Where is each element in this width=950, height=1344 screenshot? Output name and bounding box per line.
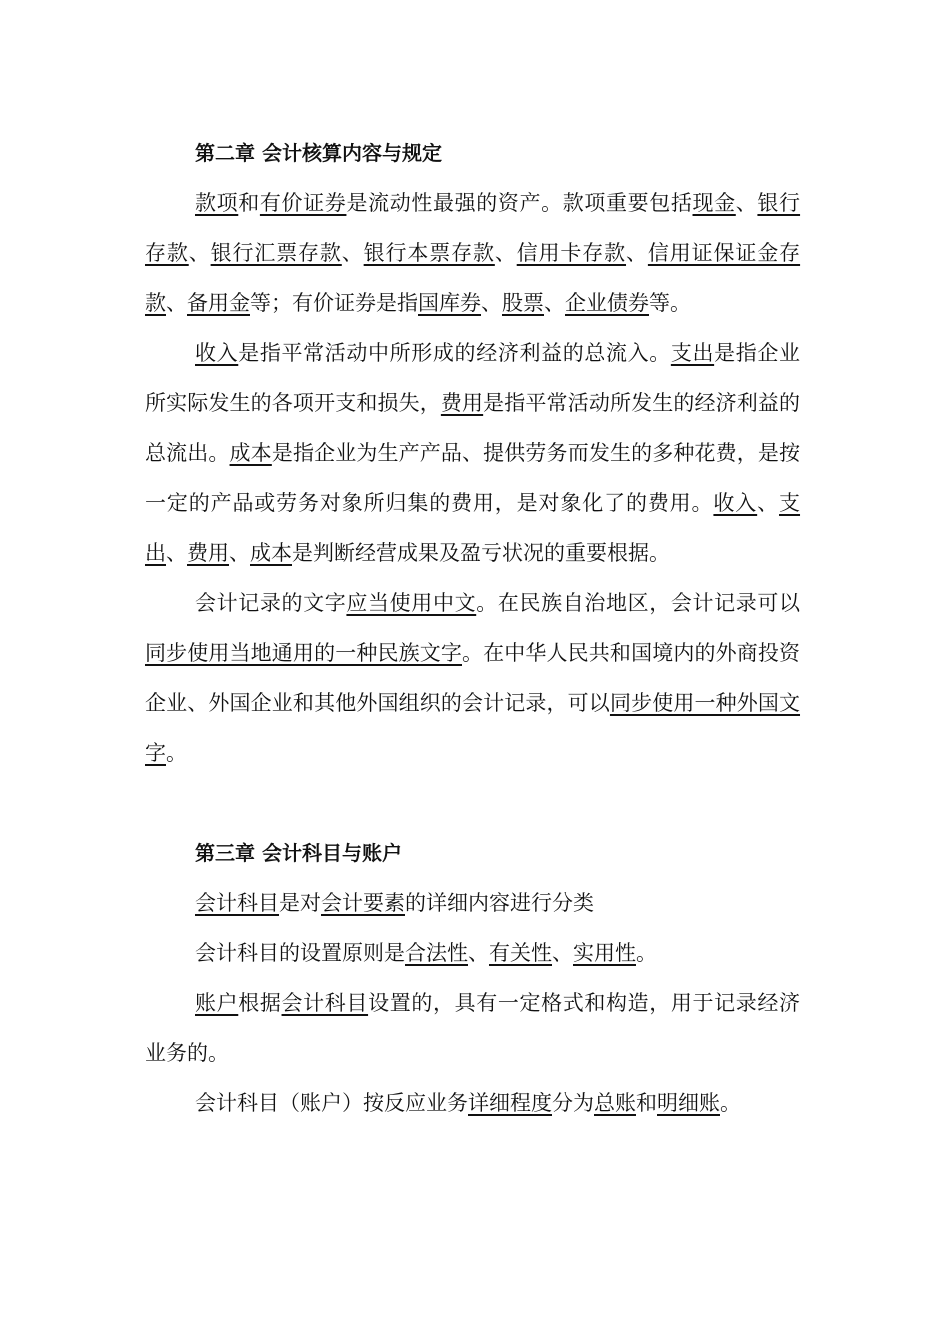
term: 备用金 xyxy=(187,291,250,315)
term: 会计科目 xyxy=(281,991,369,1015)
text: 是指平常活动所发生的经济利益的总流出。 xyxy=(145,391,801,465)
term: 实用性 xyxy=(573,941,636,965)
text: 是判断经营成果及盈亏状况的重要根据。 xyxy=(292,541,670,565)
term: 现金 xyxy=(692,191,736,215)
text: 、 xyxy=(552,941,573,965)
term: 费用 xyxy=(440,391,484,415)
text: 是对 xyxy=(279,891,321,915)
text: 会计科目（账户）按反应业务 xyxy=(195,1091,468,1115)
text: 是流动性最强的资产。款项重要包括 xyxy=(346,191,693,215)
term: 账户 xyxy=(195,991,239,1015)
term: 会计科目 xyxy=(195,891,279,915)
term: 支出 xyxy=(145,491,801,565)
text: 、 xyxy=(166,541,187,565)
text: 设置的，具有一定格式和构造，用于记录经济业务的。 xyxy=(145,991,801,1065)
text: 是指平常活动中所形成的经济利益的总流入。 xyxy=(238,341,671,365)
text: 、 xyxy=(544,291,565,315)
chapter-3-heading: 第三章 会计科目与账户 xyxy=(195,841,402,865)
term: 收入 xyxy=(713,491,758,515)
chapter-2-heading: 第二章 会计核算内容与规定 xyxy=(195,141,442,165)
text: 、 xyxy=(626,241,648,265)
text: 、 xyxy=(481,291,502,315)
text: 。 xyxy=(720,1091,741,1115)
text: 、 xyxy=(757,491,780,515)
ch3-paragraph-3 xyxy=(145,978,800,1078)
text: 等；有价证券是指 xyxy=(250,291,418,315)
term: 银行汇票存款 xyxy=(210,241,342,265)
term: 股票 xyxy=(502,291,544,315)
term: 成本 xyxy=(229,441,272,465)
text: 。在中华人民共和国境内的外商投资企业、外国企业和其他外国组织的会计记录，可以 xyxy=(145,641,800,715)
text: 、 xyxy=(229,541,250,565)
text: 分为 xyxy=(552,1091,594,1115)
term: 支出 xyxy=(670,341,715,365)
ch3-paragraph-4 xyxy=(145,1078,800,1128)
text: 和 xyxy=(636,1091,657,1115)
term: 合法性 xyxy=(405,941,468,965)
term: 同步使用当地通用的一种民族文字 xyxy=(145,641,462,665)
text: 、 xyxy=(468,941,489,965)
term: 款项 xyxy=(195,191,239,215)
ch2-paragraph-3 xyxy=(145,578,800,778)
ch3-paragraph-1 xyxy=(145,878,800,928)
term: 银行存款 xyxy=(145,191,801,265)
text: 、 xyxy=(494,241,517,265)
ch2-paragraph-2 xyxy=(145,328,800,578)
text: 的详细内容进行分类 xyxy=(405,891,594,915)
text: 根据 xyxy=(238,991,282,1015)
term: 国库券 xyxy=(418,291,481,315)
term: 详细程度 xyxy=(468,1091,552,1115)
term: 信用卡存款 xyxy=(516,241,627,265)
document-page xyxy=(145,128,800,1128)
term: 费用 xyxy=(187,541,229,565)
text: 。 xyxy=(166,741,187,765)
text: 。在民族自治地区，会计记录可以 xyxy=(476,591,801,615)
text: 等。 xyxy=(649,291,691,315)
term: 成本 xyxy=(250,541,292,565)
section-gap xyxy=(145,778,800,828)
term: 会计要素 xyxy=(321,891,405,915)
text: 、 xyxy=(166,291,187,315)
text: 会计记录的文字 xyxy=(195,591,347,615)
term: 银行本票存款 xyxy=(363,241,495,265)
term: 有关性 xyxy=(489,941,552,965)
text: 、 xyxy=(341,241,364,265)
text: 是指企业为生产产品、提供劳务而发生的多种花费，是按一定的产品或劳务对象所归集的费用，是对象化了的费用。 xyxy=(145,441,801,515)
text: 会计科目的设置原则是 xyxy=(195,941,405,965)
term: 应当使用中文 xyxy=(346,591,477,615)
term: 收入 xyxy=(195,341,239,365)
term: 信用证保证金存款 xyxy=(145,241,801,315)
term: 总账 xyxy=(594,1091,636,1115)
term: 有价证券 xyxy=(259,191,347,215)
text: 、 xyxy=(735,191,758,215)
text: 是指企业所实际发生的各项开支和损失， xyxy=(145,341,801,415)
text: 。 xyxy=(636,941,657,965)
text: 和 xyxy=(238,191,260,215)
term: 明细账 xyxy=(657,1091,720,1115)
ch3-paragraph-2 xyxy=(145,928,800,978)
text: 、 xyxy=(188,241,211,265)
ch2-paragraph-1 xyxy=(145,178,800,328)
term: 同步使用一种外国文字 xyxy=(145,691,801,765)
term: 企业债券 xyxy=(565,291,649,315)
